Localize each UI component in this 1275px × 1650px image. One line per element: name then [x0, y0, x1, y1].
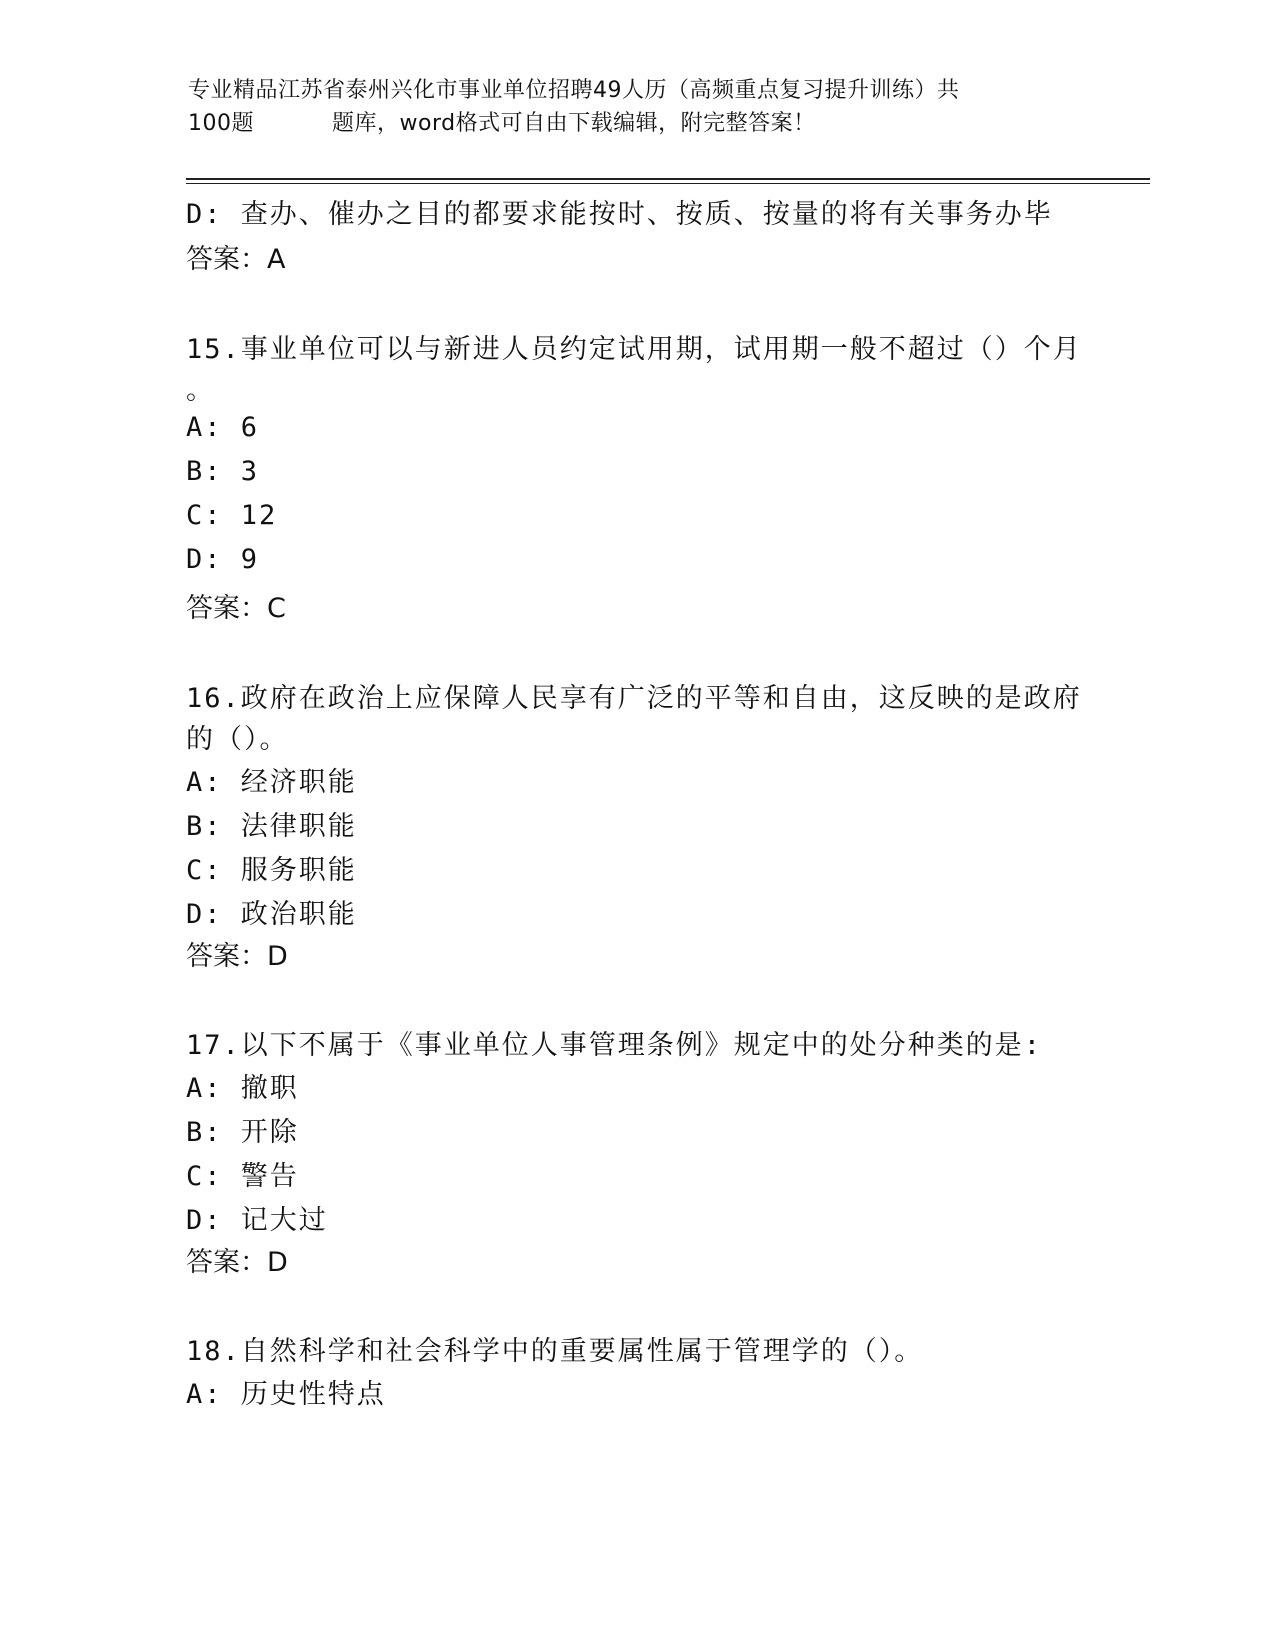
q15-option-a: A: 6 [186, 412, 260, 443]
q17-stem-line-1: 17.以下不属于《事业单位人事管理条例》规定中的处分种类的是: [186, 1030, 1043, 1061]
q15-option-d: D: 9 [186, 544, 260, 575]
q17-option-d: D: 记大过 [186, 1205, 328, 1236]
header-line-2-count: 100题 [188, 111, 254, 136]
q16-answer: 答案：D [186, 941, 288, 972]
q16-option-c: C: 服务职能 [186, 855, 357, 886]
q15-option-b: B: 3 [186, 456, 260, 487]
q17-option-b: B: 开除 [186, 1117, 299, 1148]
header-line-1: 专业精品江苏省泰州兴化市事业单位招聘49人历（高频重点复习提升训练）共 [188, 78, 960, 103]
header-divider-thin [186, 183, 1150, 184]
q17-option-a: A: 撤职 [186, 1073, 299, 1104]
document-header [188, 74, 1088, 140]
q17-option-c: C: 警告 [186, 1161, 299, 1192]
header-divider-thick [186, 178, 1150, 180]
header-line-2-text: 题库，word格式可自由下载编辑，附完整答案！ [332, 111, 816, 136]
q16-option-b: B: 法律职能 [186, 811, 357, 842]
prev-answer: 答案：A [186, 244, 286, 275]
q15-stem-line-1: 15.事业单位可以与新进人员约定试用期，试用期一般不超过（）个月 [186, 334, 1082, 365]
q16-stem-line-2: 的（）。 [186, 724, 289, 755]
q17-answer: 答案：D [186, 1247, 288, 1278]
q15-answer: 答案：C [186, 593, 286, 624]
q18-option-a: A: 历史性特点 [186, 1379, 386, 1410]
header-line-2 [188, 107, 1088, 140]
q16-option-d: D: 政治职能 [186, 899, 357, 930]
q18-stem-line-1: 18.自然科学和社会科学中的重要属性属于管理学的（）。 [186, 1336, 924, 1367]
q15-option-c: C: 12 [186, 500, 278, 531]
q16-stem-line-1: 16.政府在政治上应保障人民享有广泛的平等和自由，这反映的是政府 [186, 683, 1082, 714]
prev-option-d: D: 查办、催办之目的都要求能按时、按质、按量的将有关事务办毕 [186, 199, 1053, 230]
q16-option-a: A: 经济职能 [186, 767, 357, 798]
q15-stem-line-2: 。 [186, 375, 215, 406]
